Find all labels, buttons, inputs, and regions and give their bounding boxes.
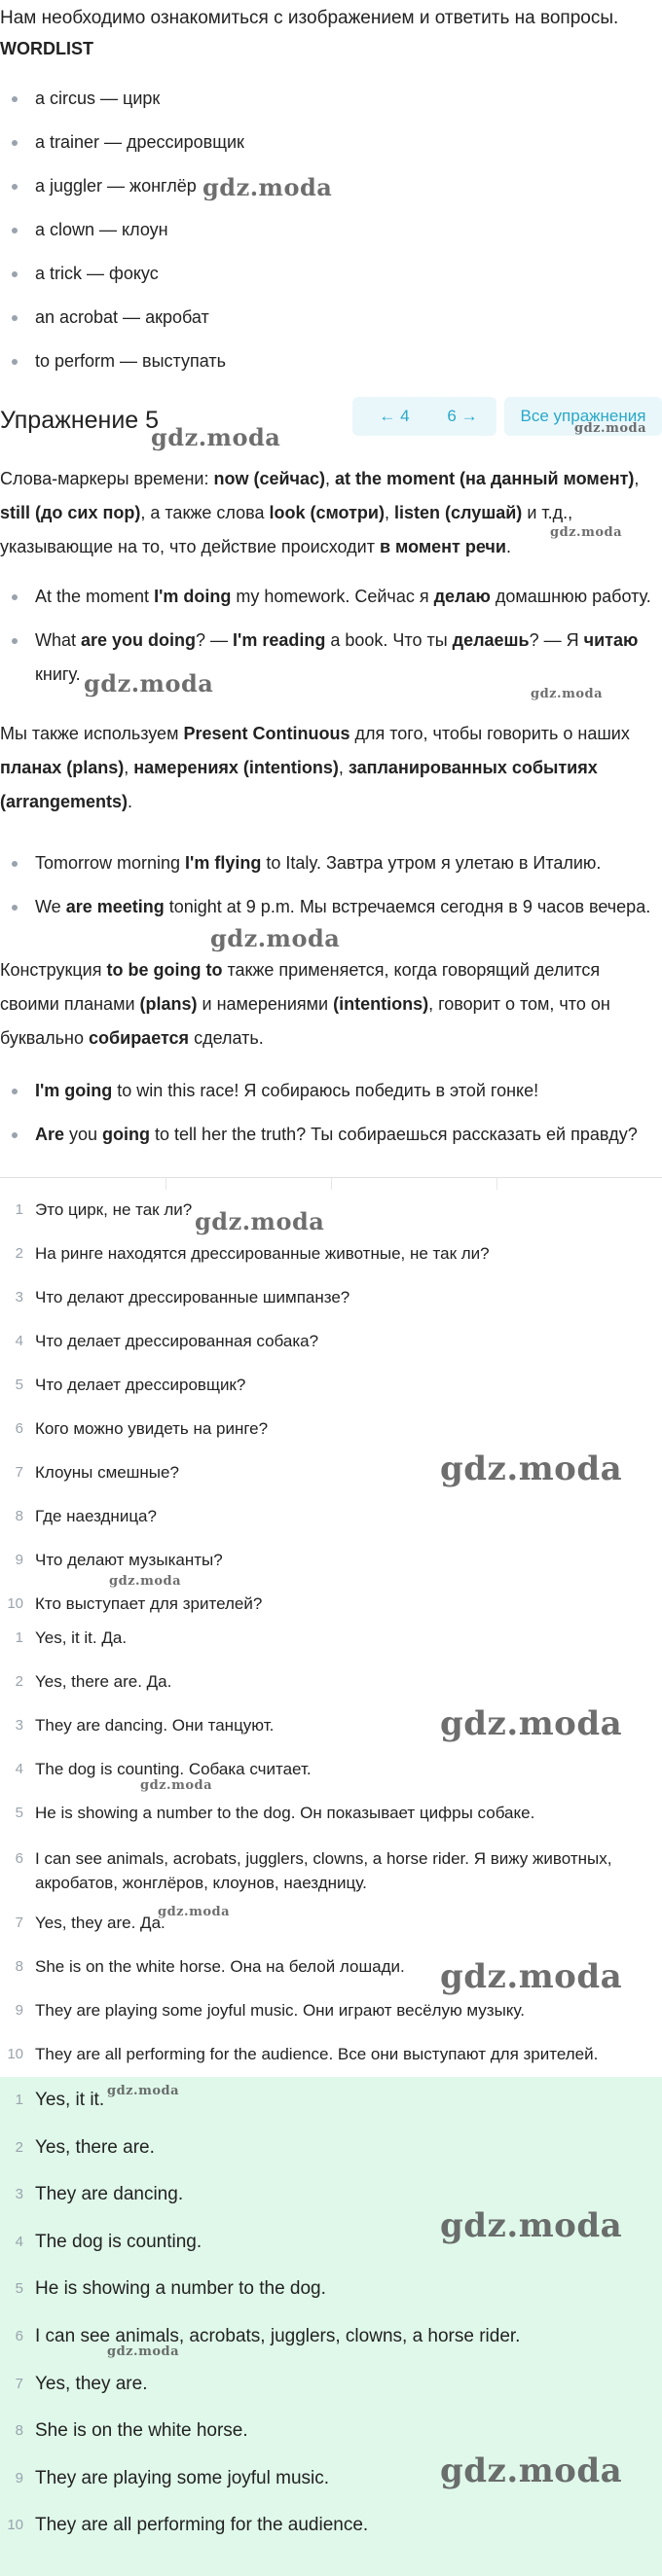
example-item xyxy=(0,580,662,614)
example-item xyxy=(0,1074,662,1108)
keyword: в момент речи xyxy=(379,537,506,556)
wordlist xyxy=(0,88,662,394)
watermark: gdz.moda xyxy=(440,2451,623,2490)
question-item xyxy=(0,1593,662,1632)
keyword: (intentions) xyxy=(333,994,429,1014)
watermark: gdz.moda xyxy=(440,1449,623,1488)
text: tonight at 9 p.m. Мы встречаемся сегодня в 9 часов вечера. xyxy=(164,897,651,916)
text: a book. Что ты xyxy=(325,630,453,650)
watermark: gdz.moda xyxy=(440,1957,623,1996)
question-item xyxy=(0,1287,662,1331)
wordlist-item: a clown — клоун xyxy=(0,219,662,263)
keyword: going xyxy=(102,1125,151,1144)
text: At the moment xyxy=(35,587,155,606)
keyword: делаешь xyxy=(452,630,530,650)
divider-line xyxy=(331,1178,332,1190)
answer-text: They are dancing. xyxy=(35,2184,184,2205)
item-number: 9 xyxy=(15,2469,23,2487)
theory-paragraph-markers xyxy=(0,462,654,564)
text: you xyxy=(64,1125,103,1144)
text: ? — Я xyxy=(529,630,584,650)
item-number: 1 xyxy=(15,1201,23,1218)
item-number: 2 xyxy=(15,1245,23,1262)
watermark: gdz.moda xyxy=(107,2084,180,2098)
item-number: 5 xyxy=(15,2280,23,2298)
text: , xyxy=(325,469,336,488)
answer-translated-item xyxy=(0,1628,662,1671)
item-number: 8 xyxy=(15,1958,23,1975)
wordlist-item: a circus — цирк xyxy=(0,88,662,131)
next-exercise-button[interactable]: 6 → xyxy=(428,397,496,436)
answer-translated-item xyxy=(0,1759,662,1803)
answer-translated-item xyxy=(0,2000,662,2044)
keyword: still (до сих пор) xyxy=(0,503,141,522)
item-number: 4 xyxy=(15,1333,23,1349)
item-number: 4 xyxy=(15,2233,23,2250)
watermark: gdz.moda xyxy=(440,2206,623,2245)
answer-text: He is showing a number to the dog. Он показывает цифры собаке. xyxy=(35,1804,535,1822)
wordlist-item: a juggler — жонглёр xyxy=(0,175,662,219)
question-text: Что делает дрессировщик? xyxy=(35,1376,246,1394)
watermark: gdz.moda xyxy=(140,1778,213,1793)
translated-answers-list xyxy=(0,1628,662,2073)
answer-text: I can see animals, acrobats, jugglers, clowns, a horse rider. xyxy=(35,2325,521,2346)
text: книгу. xyxy=(35,664,81,684)
item-number: 10 xyxy=(7,2517,23,2534)
question-text: На ринге находятся дрессированные животные, не так ли? xyxy=(35,1244,490,1263)
text: What xyxy=(35,630,82,650)
wordlist-item: to perform — выступать xyxy=(0,350,662,394)
question-item xyxy=(0,1506,662,1550)
answer-item xyxy=(0,2136,662,2184)
wordlist-heading: WORDLIST xyxy=(0,39,93,58)
answer-text: The dog is counting. xyxy=(35,2231,202,2252)
text: . xyxy=(128,792,133,811)
answer-translated-item xyxy=(0,1913,662,1956)
item-number: 7 xyxy=(15,2375,23,2392)
keyword: собирается xyxy=(89,1028,190,1048)
watermark: gdz.moda xyxy=(550,525,623,540)
divider-line xyxy=(496,1178,497,1190)
intro-text: Нам необходимо ознакомиться с изображением и ответить на вопросы. xyxy=(0,8,619,28)
text: , xyxy=(634,469,640,488)
question-item xyxy=(0,1199,662,1243)
text: , а также слова xyxy=(140,503,270,522)
item-number: 7 xyxy=(15,1464,23,1481)
questions-list xyxy=(0,1199,662,1632)
watermark: gdz.moda xyxy=(202,173,333,201)
item-number: 1 xyxy=(15,2092,23,2108)
keyword: (plans) xyxy=(139,994,198,1014)
watermark: gdz.moda xyxy=(195,1207,325,1235)
text: Tomorrow morning xyxy=(35,853,186,873)
question-text: Клоуны смешные? xyxy=(35,1463,179,1482)
watermark: gdz.moda xyxy=(440,1704,623,1743)
watermark: gdz.moda xyxy=(210,924,341,952)
item-number: 8 xyxy=(15,1508,23,1524)
answer-text: Yes, it it. xyxy=(35,2090,105,2110)
question-item xyxy=(0,1331,662,1375)
example-item xyxy=(0,846,662,880)
keyword: запланированных событиях (arrangements) xyxy=(0,758,598,811)
example-item xyxy=(0,1118,662,1152)
answer-translated-item xyxy=(0,2044,662,2073)
answer-text: Yes, there are. Да. xyxy=(35,1672,172,1691)
item-number: 8 xyxy=(15,2422,23,2440)
text: домашнюю работу. xyxy=(490,587,651,606)
item-number: 4 xyxy=(15,1761,23,1777)
watermark: gdz.moda xyxy=(574,421,647,436)
watermark: gdz.moda xyxy=(151,423,281,451)
question-text: Кого можно увидеть на ринге? xyxy=(35,1419,269,1438)
answer-item xyxy=(0,2277,662,2325)
answers-list xyxy=(0,2089,662,2561)
table-divider xyxy=(0,1177,662,1190)
keyword: Present Continuous xyxy=(183,724,350,743)
item-number: 3 xyxy=(15,1289,23,1306)
question-item xyxy=(0,1550,662,1593)
answer-text: She is on the white horse. xyxy=(35,2420,248,2442)
question-text: Что делают музыканты? xyxy=(35,1551,223,1569)
question-item xyxy=(0,1243,662,1287)
text: , xyxy=(338,758,349,777)
answer-text: Yes, they are. xyxy=(35,2373,148,2394)
example-list-2 xyxy=(0,846,662,934)
text: . xyxy=(505,537,511,556)
keyword: читаю xyxy=(583,630,639,650)
exercise-title: Упражнение 5 xyxy=(0,407,160,434)
text: Конструкция xyxy=(0,960,107,980)
text: to win this race! Я собираюсь победить в этой гонке! xyxy=(112,1081,539,1100)
watermark: gdz.moda xyxy=(107,2344,180,2359)
item-number: 2 xyxy=(15,2138,23,2156)
keyword: намерениях (intentions) xyxy=(133,758,339,777)
answer-text: They are dancing. Они танцуют. xyxy=(35,1716,275,1735)
item-number: 6 xyxy=(15,1850,23,1867)
answer-text: She is on the white horse. Она на белой лошади. xyxy=(35,1957,405,1976)
keyword: to be going to xyxy=(106,960,223,980)
answer-text: He is showing a number to the dog. xyxy=(35,2278,326,2300)
text: , xyxy=(384,503,394,522)
item-number: 3 xyxy=(15,1717,23,1734)
item-number: 9 xyxy=(15,1552,23,1568)
item-number: 10 xyxy=(7,1595,23,1612)
answer-translated-item xyxy=(0,1846,662,1913)
keyword: делаю xyxy=(433,587,491,606)
answer-text: They are all performing for the audience. xyxy=(35,2515,369,2536)
text: сделать. xyxy=(189,1028,264,1048)
wordlist-item: a trainer — дрессировщик xyxy=(0,131,662,175)
watermark: gdz.moda xyxy=(109,1574,182,1589)
item-number: 7 xyxy=(15,1914,23,1931)
keyword: are you doing xyxy=(81,630,197,650)
item-number: 9 xyxy=(15,2002,23,2019)
watermark: gdz.moda xyxy=(531,687,604,701)
answer-text: They are playing some joyful music. Они играют весёлую музыку. xyxy=(35,2001,525,2020)
text: также применяется, когда говорящий делится своими планами xyxy=(0,960,601,1014)
item-number: 6 xyxy=(15,1420,23,1437)
text: и намерениями xyxy=(197,994,334,1014)
keyword: now (сейчас) xyxy=(213,469,326,488)
answer-item xyxy=(0,2089,662,2136)
question-text: Где наездница? xyxy=(35,1507,157,1525)
keyword: are meeting xyxy=(65,897,165,916)
answer-text: They are playing some joyful music. xyxy=(35,2467,330,2488)
keyword: I'm reading xyxy=(233,630,326,650)
question-text: Что делает дрессированная собака? xyxy=(35,1332,319,1350)
item-number: 1 xyxy=(15,1629,23,1646)
wordlist-item: an acrobat — акробат xyxy=(0,306,662,350)
item-number: 10 xyxy=(7,2046,23,2062)
text: We xyxy=(35,897,66,916)
answer-text: Yes, it it. Да. xyxy=(35,1628,128,1647)
item-number: 5 xyxy=(15,1805,23,1821)
text: to tell her the truth? Ты собираешься рассказать ей правду? xyxy=(150,1125,638,1144)
item-number: 3 xyxy=(15,2186,23,2203)
text: ? — xyxy=(196,630,234,650)
all-exercises-button[interactable]: Все упражнения xyxy=(504,397,662,436)
keyword: listen (слушай) xyxy=(394,503,523,522)
keyword: Are xyxy=(35,1125,65,1144)
item-number: 6 xyxy=(15,2327,23,2344)
answer-text: The dog is counting. Собака считает. xyxy=(35,1760,312,1778)
keyword: at the moment (на данный момент) xyxy=(335,469,635,488)
answer-text: Yes, there are. xyxy=(35,2136,155,2158)
question-text: Что делают дрессированные шимпанзе? xyxy=(35,1288,350,1306)
answer-item xyxy=(0,2373,662,2420)
answer-text: I can see animals, acrobats, jugglers, clowns, a horse rider. Я вижу животных, акробатов, жонглёров, клоунов, наездницу. xyxy=(35,1849,612,1892)
answer-item xyxy=(0,2514,662,2561)
wordlist-item: a trick — фокус xyxy=(0,263,662,306)
answer-text: Yes, they are. Да. xyxy=(35,1914,166,1932)
question-text: Это цирк, не так ли? xyxy=(35,1200,193,1219)
text: и т.д., указывающие на то, что действие происходит xyxy=(0,503,573,556)
text: Мы также используем xyxy=(0,724,184,743)
theory-paragraph-plans xyxy=(0,717,654,819)
text: , говорит о том, что он буквально xyxy=(0,994,610,1048)
answer-item xyxy=(0,2325,662,2373)
keyword: I'm going xyxy=(35,1081,113,1100)
watermark: gdz.moda xyxy=(84,669,214,698)
example-item xyxy=(0,890,662,924)
item-number: 2 xyxy=(15,1673,23,1690)
text: Слова-маркеры времени: xyxy=(0,469,214,488)
keyword: планах (plans) xyxy=(0,758,125,777)
item-number: 5 xyxy=(15,1377,23,1393)
question-text: Кто выступает для зрителей? xyxy=(35,1594,263,1613)
text: для того, чтобы говорить о наших xyxy=(349,724,630,743)
text: to Italy. Завтра утром я улетаю в Италию. xyxy=(261,853,602,873)
watermark: gdz.moda xyxy=(158,1905,231,1919)
text: , xyxy=(124,758,134,777)
keyword: I'm doing xyxy=(154,587,232,606)
text: my homework. Сейчас я xyxy=(231,587,434,606)
prev-exercise-button[interactable]: ← 4 xyxy=(352,397,436,436)
answer-text: They are all performing for the audience. Все они выступают для зрителей. xyxy=(35,2045,599,2063)
theory-paragraph-going-to xyxy=(0,953,654,1055)
example-list-3 xyxy=(0,1074,662,1162)
keyword: look (смотри) xyxy=(269,503,385,522)
answer-translated-item xyxy=(0,1803,662,1846)
keyword: I'm flying xyxy=(185,853,262,873)
question-item xyxy=(0,1375,662,1418)
